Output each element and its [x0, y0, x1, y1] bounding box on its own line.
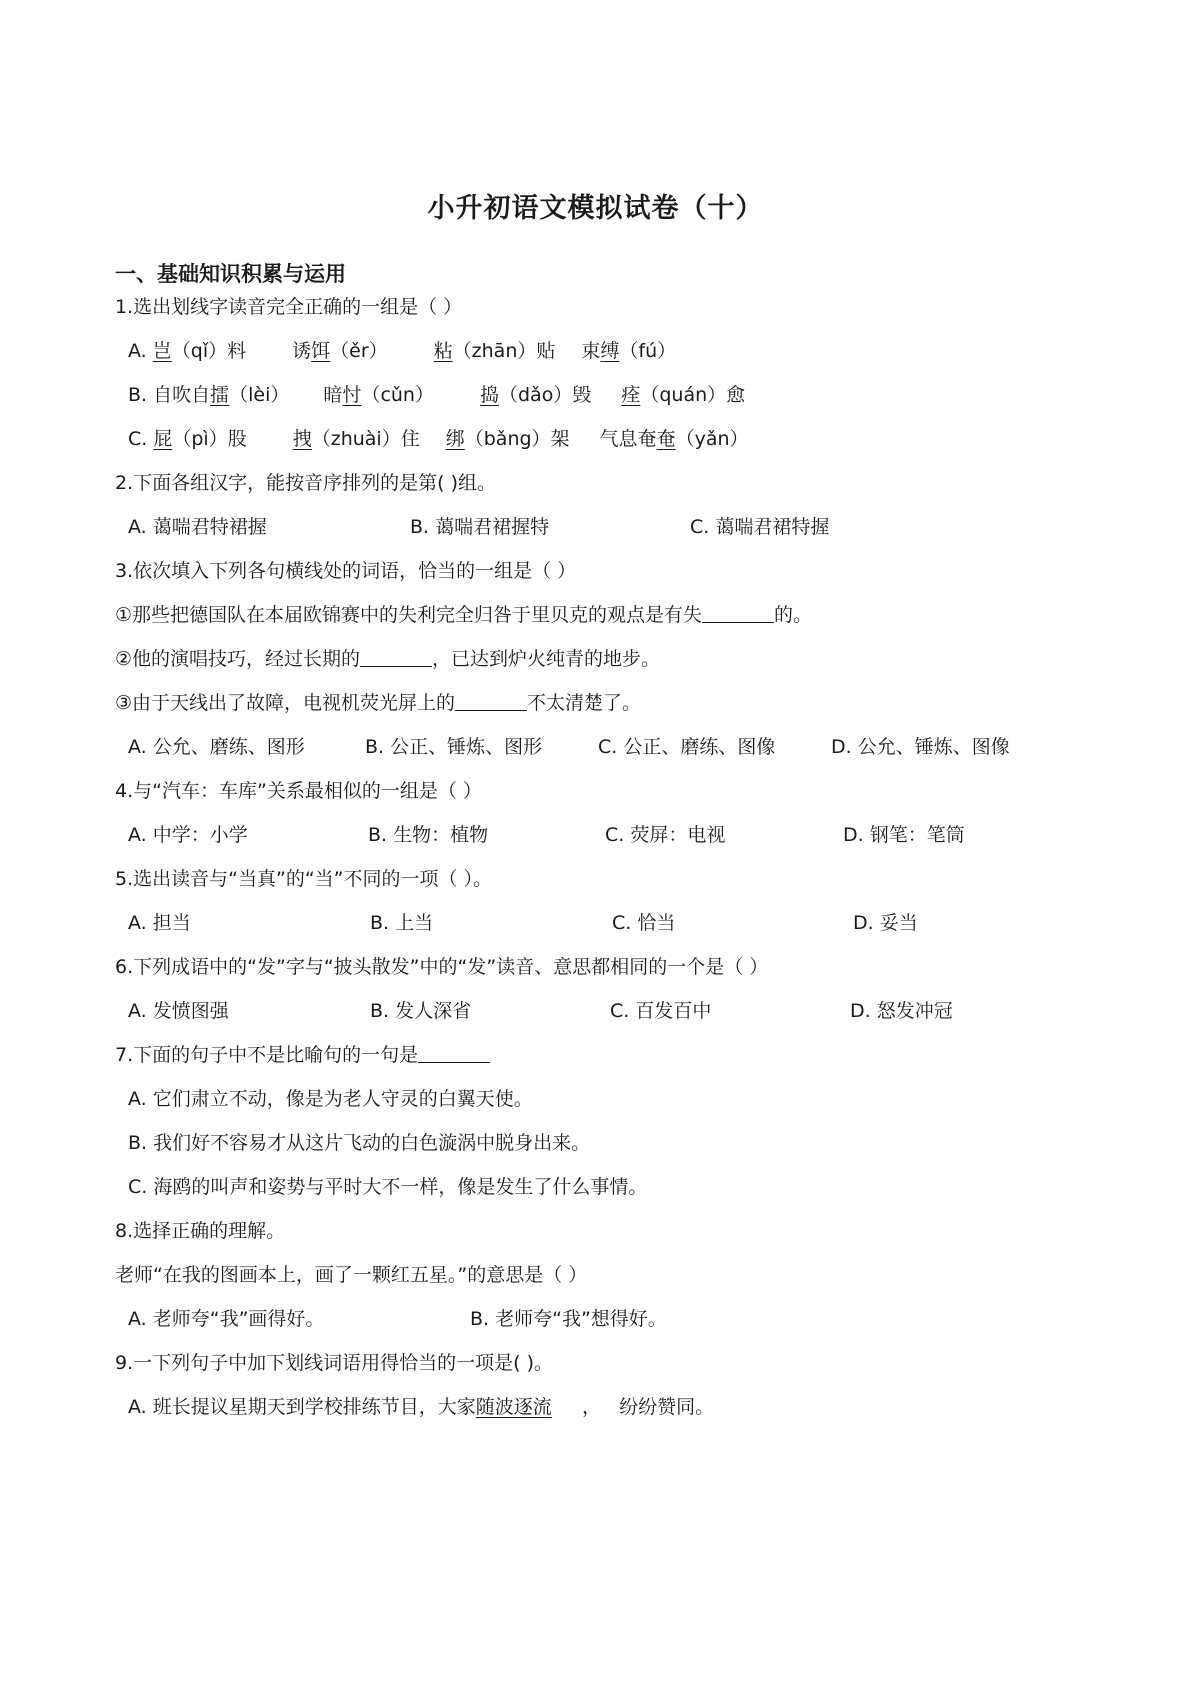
reading: （zhān）贴 [452, 340, 556, 362]
reading: （pì）股 [172, 428, 247, 450]
question-6-option-d: D. 怒发冲冠 [850, 1000, 953, 1022]
question-2-option-a: A. 蔼喘君特裙握 [128, 516, 267, 538]
underlined-phrase: 随波逐流 [475, 1396, 552, 1418]
question-3-stem: 3.依次填入下列各句横线处的词语，恰当的一组是（ ） [115, 560, 577, 582]
prefix: 气息奄 [599, 428, 657, 450]
underlined-char: 缚 [600, 340, 620, 362]
sentence-text: ，已达到炉火纯青的地步。 [432, 648, 661, 670]
reading: （cǔn） [361, 384, 434, 406]
question-1-option-a [128, 337, 676, 365]
option-text: ， 纷纷赞同。 [551, 1396, 715, 1418]
question-4-option-d: D. 钢笔：笔筒 [843, 824, 965, 846]
prefix: 自吹自 [153, 384, 211, 406]
question-4-option-a: A. 中学：小学 [128, 824, 248, 846]
reading: （quán）愈 [640, 384, 746, 406]
underlined-char: 饵 [311, 340, 331, 362]
reading: （zhuài）住 [311, 428, 420, 450]
question-7-stem [115, 1041, 490, 1069]
question-7-option-b: B. 我们好不容易才从这片飞动的白色漩涡中脱身出来。 [128, 1132, 591, 1154]
question-8-stem: 8.选择正确的理解。 [115, 1220, 286, 1242]
fill-blank [702, 602, 774, 623]
underlined-char: 奄 [656, 428, 676, 450]
exam-title: 小升初语文模拟试卷（十） [427, 193, 764, 224]
question-6-stem: 6.下列成语中的“发”字与“披头散发”中的“发”读音、意思都相同的一个是（ ） [115, 956, 769, 978]
sentence-text: 的。 [774, 604, 813, 626]
fill-blank [360, 646, 432, 667]
question-2-stem: 2.下面各组汉字，能按音序排列的是第( )组。 [115, 472, 496, 494]
prefix: 束 [581, 340, 601, 362]
question-1-option-b [128, 381, 745, 409]
question-6-option-a: A. 发愤图强 [128, 1000, 229, 1022]
question-4-option-b: B. 生物：植物 [368, 824, 489, 846]
underlined-char: 捣 [479, 384, 499, 406]
question-3-option-a: A. 公允、磨练、图形 [128, 736, 305, 758]
question-3-sentence-1 [115, 601, 812, 629]
question-7-option-c: C. 海鸥的叫声和姿势与平时大不一样，像是发生了什么事情。 [128, 1176, 648, 1198]
question-9-option-a [128, 1393, 714, 1421]
question-2-option-c: C. 蔼喘君裙特握 [690, 516, 830, 538]
question-5-option-d: D. 妥当 [853, 912, 918, 934]
option-label: C. [128, 428, 148, 450]
fill-blank [455, 690, 527, 711]
reading: （dǎo）毁 [498, 384, 592, 406]
question-8-option-b: B. 老师夸“我”想得好。 [470, 1308, 667, 1330]
reading: （yǎn） [675, 428, 749, 450]
underlined-char: 绑 [445, 428, 465, 450]
underlined-char: 屁 [153, 428, 173, 450]
prefix: 暗 [323, 384, 343, 406]
question-5-option-b: B. 上当 [370, 912, 434, 934]
question-4-stem: 4.与“汽车：车库”关系最相似的一组是（ ） [115, 780, 482, 802]
underlined-char: 岂 [152, 340, 172, 362]
section-heading: 一、基础知识积累与运用 [115, 262, 346, 286]
underlined-char: 忖 [342, 384, 362, 406]
question-3-option-b: B. 公正、锤炼、图形 [365, 736, 543, 758]
underlined-char: 拽 [292, 428, 312, 450]
question-2-option-b: B. 蔼喘君裙握特 [410, 516, 550, 538]
question-3-option-d: D. 公允、锤炼、图像 [831, 736, 1010, 758]
question-5-option-a: A. 担当 [128, 912, 191, 934]
sentence-text: 不太清楚了。 [527, 692, 642, 714]
fill-blank [418, 1042, 490, 1063]
reading: （lèi） [229, 384, 290, 406]
question-6-option-c: C. 百发百中 [610, 1000, 712, 1022]
reading: （ěr） [330, 340, 388, 362]
question-3-option-c: C. 公正、磨练、图像 [598, 736, 776, 758]
sentence-text: ①那些把德国队在本届欧锦赛中的失利完全归咎于里贝克的观点是有失 [115, 604, 703, 626]
question-6-option-b: B. 发人深省 [370, 1000, 472, 1022]
underlined-char: 痊 [621, 384, 641, 406]
question-9-stem: 9.一下列句子中加下划线词语用得恰当的一项是( )。 [115, 1352, 553, 1374]
underlined-char: 粘 [433, 340, 453, 362]
question-4-option-c: C. 荧屏：电视 [605, 824, 726, 846]
question-3-sentence-3 [115, 689, 641, 717]
reading: （qǐ）料 [171, 340, 247, 362]
option-label: B. [128, 384, 148, 406]
question-3-sentence-2 [115, 645, 660, 673]
sentence-text: ②他的演唱技巧，经过长期的 [115, 648, 361, 670]
reading: （fú） [619, 340, 677, 362]
question-5-stem: 5.选出读音与“当真”的“当”不同的一项（ ）。 [115, 868, 493, 890]
underlined-char: 擂 [210, 384, 230, 406]
question-8-option-a: A. 老师夸“我”画得好。 [128, 1308, 325, 1330]
question-1-stem: 1.选出划线字读音完全正确的一组是（ ） [115, 296, 463, 318]
question-5-option-c: C. 恰当 [612, 912, 676, 934]
option-label: A. [128, 340, 147, 362]
option-text: A. 班长提议星期天到学校排练节目，大家 [128, 1396, 476, 1418]
reading: （bǎng）架 [464, 428, 570, 450]
prefix: 诱 [292, 340, 312, 362]
question-7-option-a: A. 它们肃立不动，像是为老人守灵的白翼天使。 [128, 1088, 533, 1110]
stem-text: 7.下面的句子中不是比喻句的一句是 [115, 1044, 419, 1066]
sentence-text: ③由于天线出了故障，电视机荧光屏上的 [115, 692, 456, 714]
question-1-option-c [128, 425, 749, 453]
question-8-context: 老师“在我的图画本上，画了一颗红五星。”的意思是（ ） [115, 1264, 588, 1286]
